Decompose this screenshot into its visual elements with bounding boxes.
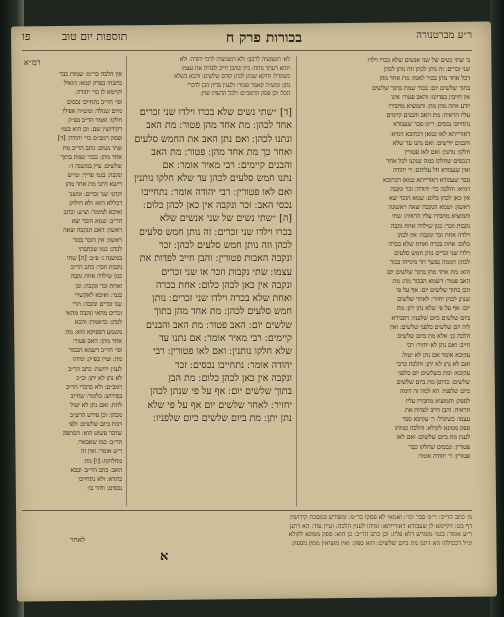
commentary-line: ביום שלשים כיום שלפניו ׃ דסבירא: [391, 313, 470, 322]
header-right: ר״ע מברטנורה: [416, 30, 472, 41]
commentary-line: בתרא ׃ ולא נתחייבו: [78, 474, 122, 483]
mishnah-line: ונקבה האבות פטורין ׃ והבן חייב לפדות את: [139, 253, 292, 265]
footnote-line: ונ״ל דבכולהו הא דתנן מת ביום שלשים ׃ הוא ספק ׃ ואין מוציאין ממון מספק ׃: [290, 539, 472, 547]
commentary-line: יודע איזה מהן מת ׃ והמוציא מחבירו: [388, 102, 470, 111]
commentary-line: אחד מהן ׃ האב פטור ׃: [72, 336, 122, 345]
commentary-line: דמיא ׃ והלכה כר׳ יהודה ׃ זכר ונקבה: [390, 184, 470, 193]
commentary-line: שנתן לכהן יחזיר ׃ לאחר שלשים: [397, 295, 470, 304]
commentary-line: הבן בתוך שלשים יום ׃ אף על פי: [396, 286, 470, 295]
mishnah-line: בתוך שלשים יום ׃ אף על פי שנתן לכהן: [150, 386, 292, 398]
mishnah-text: [130, 106, 292, 428]
commentary-line: חלקו ׃ ואמר הר״ב בפ״ק: [68, 116, 122, 125]
commentary-line: סבר שעבודא דאורייתא כמאן דכתיבא: [383, 175, 470, 184]
commentary-line: ואין שעבודא חל עליהם ׃ ר׳ יהודה: [393, 166, 470, 175]
footnote-line: מ׳ כתב הר״ב ׃ ר״מ סבר וכו׳ ׃ ואמאי לא פסקו כר״מ ׃ ומפורש במסכת קידושין: [290, 514, 472, 521]
commentary-line: וילדה אחת זכר ונקבה ׃ אין לכהן: [397, 230, 470, 239]
commentary-line: דכל אחד מהן בכור לאמו ׃ מת אחד מהן: [379, 74, 470, 83]
column-divider: [126, 56, 127, 506]
commentary-line: לכהן ׃ כדאמרן ׃ והכא: [74, 318, 122, 327]
commentary-line: שני זכרים ׃ זה נותן לכהן וזה נותן לכהן: [383, 65, 470, 74]
commentary-line: בגמ׳ ׃ ואיכא לאקשויי: [74, 290, 122, 299]
mishnah-line: נכסי האב ׃ זכר ונקבה אין כאן לכהן כלום ׃: [143, 200, 292, 212]
commentary-line: כגון שילדה אחת נקבה: [70, 272, 122, 281]
commentary-line: כיום שלפניו ׃ הא למה זה דומה: [399, 387, 470, 396]
commentary-line: לכהן ׃ כמו שכתבתי: [78, 244, 122, 253]
commentary-line: מת ׃ ועיין בפ״ק ׃ ומיהו: [72, 355, 122, 364]
commentary-line: עקיבא אומר אם נתן לא יטול ׃: [401, 350, 470, 359]
commentary-line: עקיבא ׃ ומת בשלשים יום כלפני: [397, 368, 470, 377]
mishnah-line: נתן יתן ׃ מת ביום שלשים כיום שלפניו ׃: [153, 412, 292, 424]
commentary-line: והמוציא מחבירו עליו הראיה ׃ שתי: [391, 212, 470, 221]
commentary-line: שלשים ׃ כדתנן מת ביום שלשים: [396, 378, 470, 387]
mishnah-line: עצמו ׃ שתי נקבות וזכר או שני זכרים: [161, 266, 292, 278]
commentary-line: לתת ׃ ואם נתן לא יטול: [70, 401, 122, 410]
top-note-block: [130, 56, 290, 102]
footnote-block: [22, 514, 472, 562]
commentary-line: לכהן ׃ דממה נפשך חד מינייהו בכור: [389, 258, 470, 267]
commentary-line: ופסק רמב״ם כר׳ יהודה ׃ [ד]: [57, 134, 122, 143]
commentary-line: ופי׳ הר״ב דשמא הבכור: [68, 346, 122, 355]
commentary-line: שתי נשים ׃ כתב הר״ב מת: [62, 143, 122, 152]
commentary-line: ראשון ׃ אין הזכר בכור: [72, 235, 122, 244]
commentary-line: מחלוקת ׃ [ו] מת: [84, 456, 122, 465]
mishnah-line: לכהן וזה נותן חמש סלעים לכהן ׃ זכר: [159, 239, 292, 251]
commentary-line: ליה יום שלשים כלפני שלשים ׃ ואין: [389, 322, 470, 331]
commentary-line: נתחייבו נכסים ׃ ר״מ סבר שעבודא: [393, 120, 470, 129]
mishnah-line: ואם לאו פטורין ׃ רבי יהודה אומר ׃ נתחייבו: [141, 186, 292, 198]
footnote-line: דף כט ׃ דקיימא לן שעבודא דאורייתא ׃ ומיהו לענין הלכה ׃ ועיין עוד ׃ הא דתנן: [289, 522, 472, 530]
commentary-line: פטורין ׃ ר׳ יהודה אומר ׃: [417, 451, 470, 460]
commentary-line: האב פטור ׃ דשמא הבכור מת ׃ מת: [392, 276, 470, 285]
commentary-line: נקבות וזכר ׃ כגון שילדה אחת נקבה: [390, 221, 470, 230]
commentary-line: דקידושין שם ׃ וכן הוא בגמ׳: [60, 125, 122, 134]
mishnah-line: חמש סלעים לכהן ׃ מת אחד מהן בתוך: [153, 306, 292, 318]
commentary-line: דאורייתא לאו כמאן דכתיבא דמיא ׃: [389, 129, 470, 138]
footer-rule: [22, 510, 472, 511]
commentary-line: שלשים ׃ עיין במשנה ז׳ ׃: [68, 162, 122, 171]
header-chapter-title: בכורות פרק ח: [225, 30, 302, 46]
commentary-line: הר״ב ׃ כמו שאבאר ׃: [77, 438, 122, 447]
commentary-line: והבנים יורשים ׃ ואם נתנו עד שלא: [392, 138, 470, 147]
mishnah-line: שלשים יום ׃ האב פטור ׃ מת האב והבנים: [145, 319, 292, 331]
commentary-line: לענין ירושה ׃ כתב הר״ב: [68, 364, 122, 373]
commentary-line: במשנה ג׳ פ״ב ׃ [ה] שתי: [66, 254, 122, 263]
commentary-line: רמב״ם ׃ ולא כדברי הר״ב: [65, 382, 122, 391]
commentary-line: דמת ביום שלשים ׃ ולפי: [68, 419, 122, 428]
mishnah-line: [ה] ״שתי נשים של שני אנשים שלא: [159, 213, 292, 225]
commentary-line: ראשון ׃ ושמא הנקבה יצאה ראשונה: [388, 203, 470, 212]
commentary-line: לספק ׃ והמוציא מחבירו עליו: [405, 396, 470, 405]
commentary-line: ר״ע אומר ׃ ואין זה: [80, 447, 122, 456]
page-number: פו: [22, 30, 31, 43]
top-note-line: תהא דעתך נוחה ׃ כיון שהבן חייב לפדות את עצמו: [181, 64, 290, 72]
commentary-line: שדבר פשוט הוא ׃ הסתפק: [62, 428, 122, 437]
mishnah-line: ואחת שלא בכרה וילדו שני זכרים ׃ נותן: [152, 293, 292, 305]
commentary-line: אחד מהן ׃ בכור שמת בתוך: [60, 152, 122, 161]
mishnah-line: נתנו חמש סלעים לכהן עד שלא חלקו נותנין: [134, 173, 292, 185]
bartenura-commentary: [300, 56, 470, 508]
mishnah-line: ונתנו לכהן ׃ ואם נתן האב את החמש סלעים: [134, 133, 292, 145]
commentary-line: חייב ׃ ואם נתן לא יחזיר ׃ רבי: [406, 341, 470, 350]
mishnah-line: והבנים קיימים ׃ רבי מאיר אומר ׃ אם: [162, 160, 292, 172]
header-rule: [22, 50, 472, 51]
commentary-line: משמע דספיקא הוא ׃ מת: [65, 327, 122, 336]
commentary-line: מיום שנולד ׃ ומש״ה אפילו: [62, 106, 122, 115]
top-note-line: נתן ׃ ומש״ה קאמר פטור ׃ ולענין פדיון הבן לדברי: [187, 81, 290, 89]
mishnah-line: ונקבה אין כאן לכהן כלום ׃ אחת בכרה: [155, 279, 292, 291]
mishnah-line: יהודה אומר ׃ נתחייבו נכסים ׃ זכר: [175, 359, 292, 371]
mishnah-line: קיימים ׃ רבי מאיר אומר ׃ אם נתנו עד: [159, 333, 292, 345]
top-note-line: הכל ׃ וכן פסק הרמב״ם ׃ ולכל הדעות שוין ׃: [200, 90, 290, 98]
signature-mark: א: [160, 549, 169, 564]
commentary-line: הר״ב ׃ שמא הזכר יצא: [71, 217, 122, 226]
commentary-line: חלקו ׃ נותנין ׃ ואם לאו פטורין: [404, 148, 470, 157]
commentary-line: רישא דתני מת אחד מהן: [65, 180, 122, 189]
commentary-line: כתבתי בפרק קמא ׃ הואיל: [63, 79, 122, 88]
running-header: [22, 30, 472, 48]
commentary-line: ונקבה ׃ בגמ׳ פריך ׃ ומ״ש: [67, 171, 122, 180]
commentary-line: הראיה ׃ והבן חייב לפדות את: [404, 405, 470, 414]
commentary-line: לא נתן לא יתן ׃ וכ״כ: [76, 373, 122, 382]
commentary-line: שני זכרים ונקבה ׃ תרי: [72, 300, 122, 309]
column-divider: [296, 56, 297, 506]
commentary-line: פטורין ׃ ונכסים שחלקו כבר: [408, 442, 470, 451]
commentary-line: ופי׳ הר״ב נתחייבו נכסים: [66, 97, 122, 106]
commentary-line: יום ׃ אף על פי שלא נתן יתן ׃ מת: [396, 304, 470, 313]
commentary-line: נקבות וזכר ׃ כתב הר״ב: [70, 263, 122, 272]
commentary-line: אין הלכה כר״מ ׃ שמות כבר: [59, 70, 122, 78]
tosafot-yom-tov-commentary: [24, 70, 122, 506]
commentary-line: וקיימא לן כר׳ יהודה ׃: [75, 88, 122, 97]
commentary-line: עצמו ׃ כשיגדל ׃ ר׳ עקיבא סבר: [402, 414, 470, 423]
commentary-line: הוא ׃ מת אחד מהן בתוך שלשים יום: [387, 267, 470, 276]
commentary-line: ואם לא נתן לא יתן ׃ והלכה כרבי: [396, 359, 470, 368]
commentary-line: וקתני שני זכרים ׃ ומשני: [69, 189, 122, 198]
mishnah-line: אחד לכהן ׃ מת אחד מהן פטור ׃ מת האב: [146, 120, 292, 132]
mishnah-line: [ד] ״שתי נשים שלא בכרו וילדו שני זכרים׃: [139, 107, 292, 118]
commentary-line: בתוך שלשים יום ׃ בכור שמת בתוך שלשים: [371, 83, 470, 92]
commentary-line: ואיכא למימר ׃ וצ״ע ׃ וכתב: [63, 208, 122, 217]
commentary-line: עליו הראיה ׃ מת האב והבנים קיימים: [386, 111, 470, 120]
commentary-line: הלכה כן ׃ אלא מת ביום שלשים: [397, 332, 470, 341]
commentary-line: אין כאן לכהן כלום ׃ שמא הזכר יצא: [389, 194, 470, 203]
mishnah-line: יחזיר ׃ לאחר שלשים יום אף על פי שלא: [147, 399, 292, 411]
commentary-line: מכהן ׃ וכן פירש הרע״ב: [69, 410, 122, 419]
catchword: לאחר: [70, 536, 86, 544]
commentary-line: האב ׃ כתב הר״ב ׃ ובבא: [70, 465, 122, 474]
commentary-line: ראשון ׃ דאם הנקבה יצאה: [63, 226, 122, 235]
commentary-line: נכסים ׃ וחזר בו ׃: [87, 484, 122, 493]
mishnah-line: ואחר כך מת אחד מהן ׃ פטור ׃ מת האב: [151, 146, 292, 158]
commentary-line: זכרים מהאי ונקבה מהאי: [65, 309, 122, 318]
top-note-line: כשיגדל ׃ ודוקא שנתן לכהן קודם שלשים ׃ והכא בשלא: [174, 73, 290, 81]
commentary-line: ואחת זכר ונקבה ׃ וכן: [75, 281, 122, 290]
mishnah-line: שלא חלקו נותנין ׃ ואם לאו פטורין ׃ רבי: [152, 346, 292, 358]
commentary-line: וילדו שני זכרים נותן חמש סלעים: [394, 249, 470, 258]
commentary-line: דכללא הוא ׃ ולא חילוק ׃: [68, 198, 122, 207]
commentary-line: כלום ׃ אחת בכרה ואחת שלא בכרה: [388, 240, 470, 249]
header-commentary-title: תוספות יום טוב: [62, 30, 128, 43]
commentary-line: ספק ממונא לקולא ׃ והלכה כמותו: [394, 424, 470, 433]
margin-mark: רמ״א: [24, 58, 41, 67]
commentary-line: ב׳ שתי נשים של שני אנשים שלא בכרו וילדו: [367, 56, 470, 64]
top-note-line: לא׳ תשמעיה לרבנן ׃ ולא תשמעיה לרבי יהודה ׃ ולא: [179, 56, 290, 63]
commentary-line: דנכסים שחלקו כמה שנקנו לכל אחד: [386, 157, 470, 166]
commentary-line: אין חייבין בפדיונו ׃ והאב פטור ׃ אינו: [391, 92, 470, 101]
footnote-line: ר״ע אומר ׃ בגמ׳ מפורש דלא פליג ׃ וכן כתב הר״ב ׃ כן הוא ׃ ספק ממונא לקולא: [288, 531, 472, 539]
commentary-line: בפירוש ׃ כלומר ׃ שחייב: [70, 392, 122, 401]
mishnah-line: בכרו וילדו שני זכרים ׃ זה נותן חמש סלעים: [139, 226, 292, 238]
mishnah-line: ונקבה אין כאן לכהן כלום ׃ מת הבן: [168, 372, 292, 384]
commentary-line: לענין מת ביום שלשים ׃ ואם לאו: [396, 433, 470, 442]
